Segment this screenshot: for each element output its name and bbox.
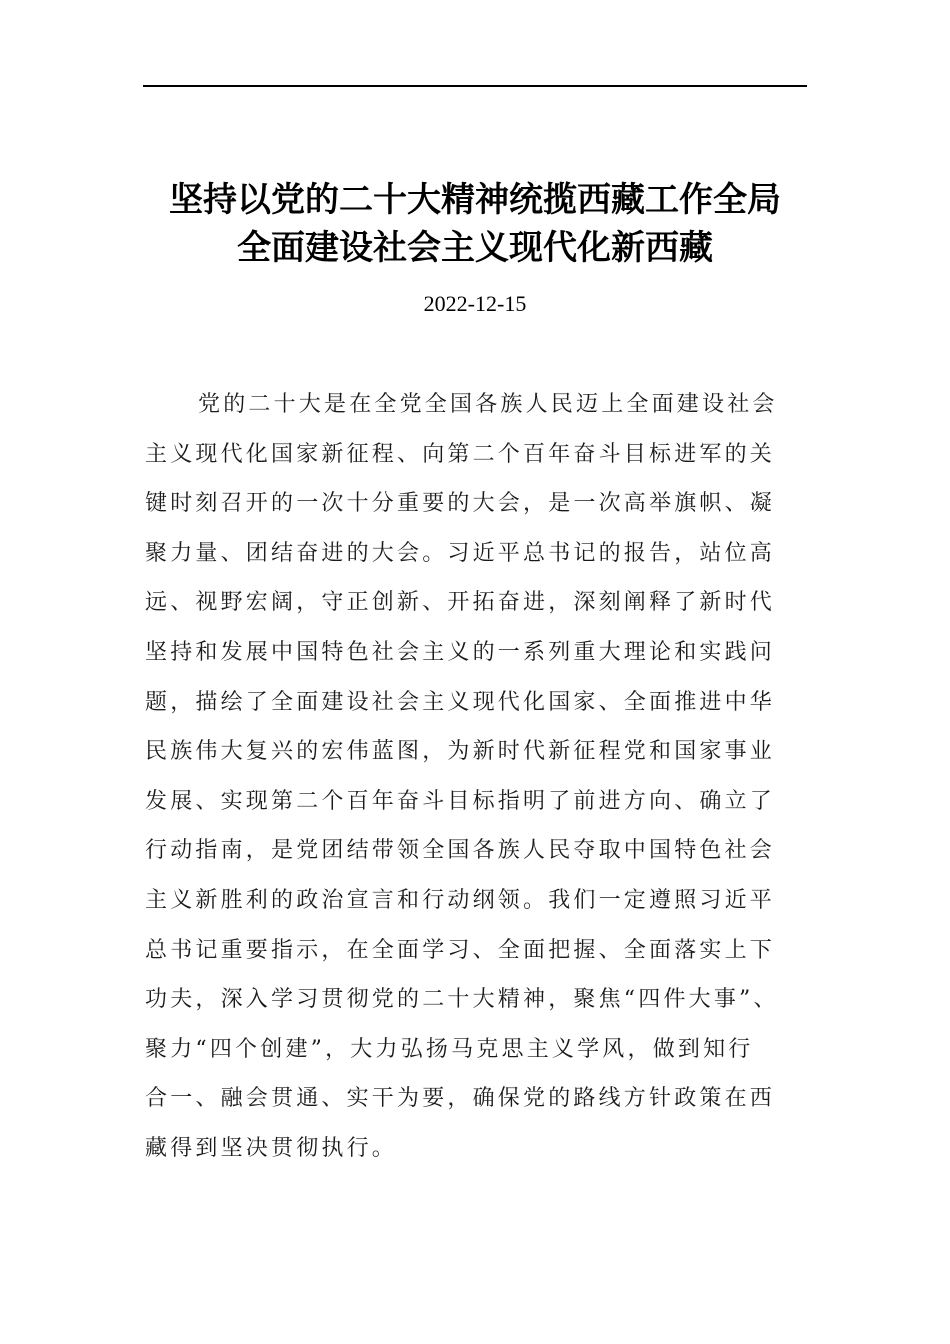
paragraph-line: 民族伟大复兴的宏伟蓝图，为新时代新征程党和国家事业	[145, 739, 776, 765]
header-rule	[143, 85, 807, 87]
paragraph-line: 发展、实现第二个百年奋斗目标指明了前进方向、确立了	[145, 788, 776, 814]
paragraph-line: 主义新胜利的政治宣言和行动纲领。我们一定遵照习近平	[145, 887, 776, 913]
page-title-line-2: 全面建设社会主义现代化新西藏	[237, 228, 713, 268]
paragraph-line: 坚持和发展中国特色社会主义的一系列重大理论和实践问	[145, 639, 776, 665]
paragraph-line: 党的二十大是在全党全国各族人民迈上全面建设社会	[198, 392, 778, 417]
paragraph-line: 藏得到坚决贯彻执行。	[145, 1135, 398, 1161]
paragraph-line: 合一、融会贯通、实干为要，确保党的路线方针政策在西	[145, 1086, 776, 1112]
paragraph-line: 主义现代化国家新征程、向第二个百年奋斗目标进军的关	[145, 441, 776, 467]
paragraph-line: 键时刻召开的一次十分重要的大会，是一次高举旗帜、凝	[145, 491, 776, 517]
paragraph-line: 总书记重要指示，在全面学习、全面把握、全面落实上下	[145, 937, 776, 963]
paragraph-line: 聚力量、团结奋进的大会。习近平总书记的报告，站位高	[145, 540, 776, 566]
paragraph-line: 远、视野宏阔，守正创新、开拓奋进，深刻阐释了新时代	[145, 590, 776, 616]
paragraph-line: 聚力“四个创建”，大力弘扬马克思主义学风，做到知行	[145, 1036, 754, 1062]
paragraph-line: 功夫，深入学习贯彻党的二十大精神，聚焦“四件大事”、	[145, 987, 779, 1013]
page-title-line-1: 坚持以党的二十大精神统揽西藏工作全局	[169, 180, 781, 220]
paragraph-line: 行动指南，是党团结带领全国各族人民夺取中国特色社会	[145, 838, 776, 864]
paragraph-line: 题，描绘了全面建设社会主义现代化国家、全面推进中华	[145, 689, 776, 715]
publish-date: 2022-12-15	[423, 291, 527, 316]
body-paragraph	[145, 380, 805, 1174]
